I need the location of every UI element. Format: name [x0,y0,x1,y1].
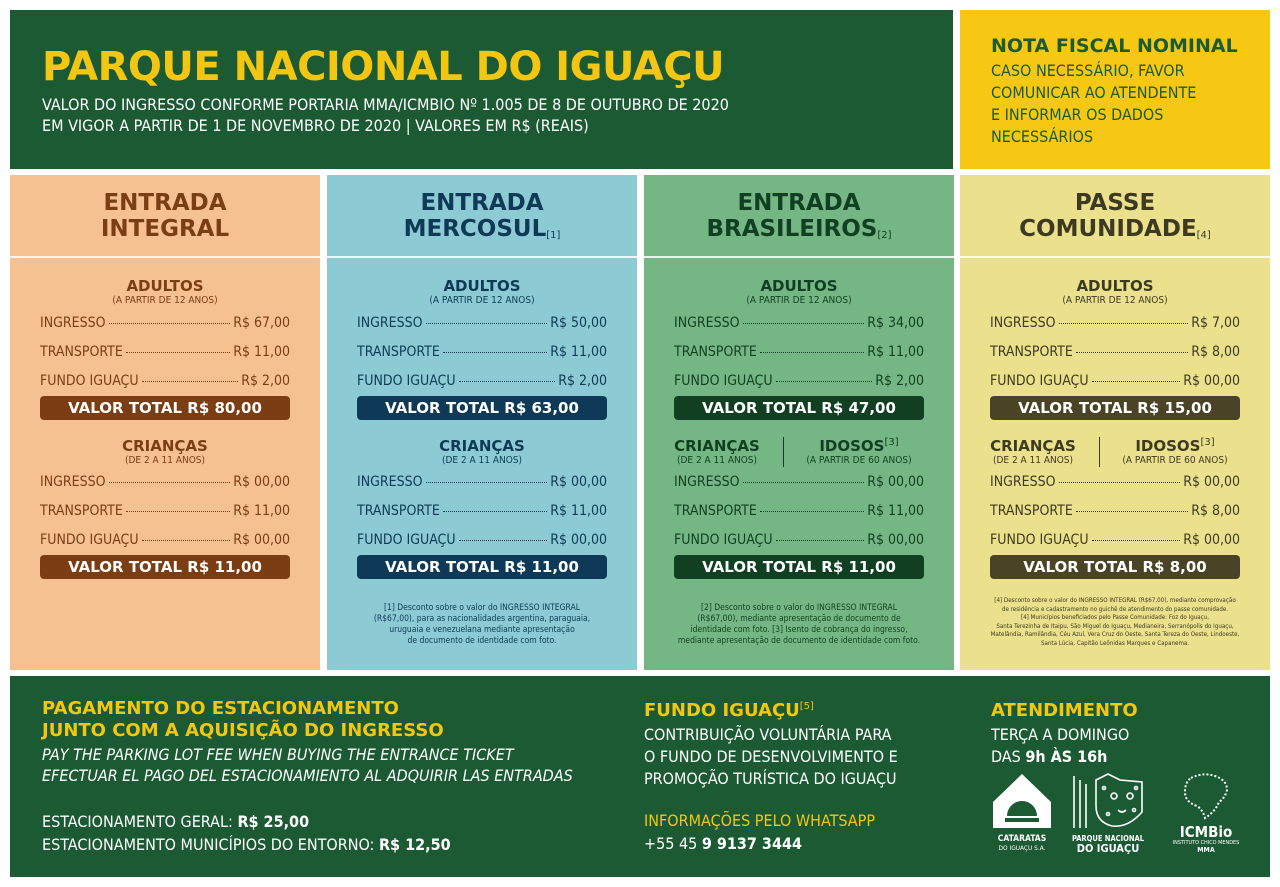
price-row [990,503,1240,519]
adultos-title: ADULTOS [760,277,838,295]
nota-line: NECESSÁRIOS [991,127,1094,146]
row-label: TRANSPORTE [40,503,123,519]
row-label: FUNDO IGUAÇU [40,373,139,389]
footnote-ref: [2] [877,230,892,241]
price-row [674,344,924,360]
idosos-title-text: IDOSOS [819,437,885,455]
parking-geral [42,810,451,833]
footnote-line: identidade com foto. [3] Isento de cobrança do ingresso, [690,625,908,635]
nota-line: CASO NECESSÁRIO, FAVOR [991,61,1185,80]
row-label: INGRESSO [990,315,1056,331]
footnote-line: [4] Municípios beneficiados pelo Passe Comunidade: Foz do Iguaçu, [1020,614,1210,622]
row-label: FUNDO IGUAÇU [674,532,773,548]
col-title-text: INTEGRAL [100,216,230,242]
row-value: R$ 00,00 [233,474,290,490]
col-header [327,175,637,258]
total-badge-criancas: VALOR TOTAL R$ 11,00 [357,555,607,579]
price-row [357,474,607,490]
jaguar-logo-icon [1068,770,1148,830]
parking-es: EFECTUAR EL PAGO DEL ESTACIONAMIENTO AL ADQUIRIR LAS ENTRADAS [42,766,573,785]
row-value: R$ 11,00 [550,503,607,519]
logo-icmbio [1166,772,1246,862]
cataratas-text: CATARATAS [997,834,1047,844]
parking-translations [42,744,573,786]
price-row [40,474,290,490]
row-label: INGRESSO [40,315,106,331]
footnote-line: [2] Desconto sobre o valor do INGRESSO INTEGRAL [701,603,897,613]
col-title-text: MERCOSUL [403,216,547,242]
row-label: TRANSPORTE [674,503,757,519]
parking-title-line: JUNTO COM A AQUISIÇÃO DO INGRESSO [42,720,444,741]
price-row [674,474,924,490]
row-label: TRANSPORTE [357,503,440,519]
total-badge-criancas: VALOR TOTAL R$ 11,00 [40,555,290,579]
row-value: R$ 00,00 [867,474,924,490]
parking-title-line: PAGAMENTO DO ESTACIONAMENTO [42,698,399,719]
nota-fiscal-panel [960,10,1270,169]
adultos-subtitle: (A PARTIR DE 12 ANOS) [112,295,218,306]
row-value: R$ 2,00 [241,373,290,389]
icmbio-text: ICMBio [1179,823,1233,841]
criancas-title: CRIANÇAS [674,437,760,455]
header-line-1: VALOR DO INGRESSO CONFORME PORTARIA MMA/ICMBIO Nº 1.005 DE 8 DE OUTUBRO DE 2020 [42,95,729,114]
footnote-line: Matelândia, Ramilândia, Céu Azul, Vera Cruz do Oeste, Santa Tereza do Oeste, Lindoeste, [990,631,1240,639]
col-header [644,175,954,258]
footnote-line: [1] Desconto sobre o valor do INGRESSO INTEGRAL [384,603,580,613]
price-row [357,315,607,331]
phone-number: 9 9137 3444 [701,834,802,853]
row-value: R$ 34,00 [867,315,924,331]
parking-municipios [42,833,451,856]
criancas-subtitle: (DE 2 A 11 ANOS) [124,455,206,466]
row-value: R$ 2,00 [558,373,607,389]
row-label: FUNDO IGUAÇU [357,532,456,548]
atendimento-hours [991,746,1129,768]
header-line-2: EM VIGOR A PARTIR DE 1 DE NOVEMBRO DE 2020 | VALORES EM R$ (REAIS) [42,116,589,135]
col-header [960,175,1270,258]
price-row [674,503,924,519]
fundo-line: PROMOÇÃO TURÍSTICA DO IGUAÇU [644,769,897,788]
total-badge-adultos: VALOR TOTAL R$ 15,00 [990,396,1240,420]
fundo-title-text: FUNDO IGUAÇU [644,700,800,721]
price-row [40,532,290,548]
criancas-title: CRIANÇAS [990,437,1076,455]
footnote [968,597,1262,649]
footnote-line: (R$67,00), mediante apresentação de documento de [697,614,901,624]
row-label: TRANSPORTE [40,344,123,360]
criancas-subtitle: (DE 2 A 11 ANOS) [992,455,1074,466]
row-label: INGRESSO [357,474,423,490]
logo-cataratas [990,772,1054,856]
atendimento-text [991,724,1129,768]
idosos-title [1110,437,1240,455]
row-value: R$ 8,00 [1191,503,1240,519]
row-value: R$ 2,00 [875,373,924,389]
adultos-subtitle: (A PARTIR DE 12 ANOS) [429,295,535,306]
footnote-line: de documento de identidade com foto. [407,636,557,646]
parking-en: PAY THE PARKING LOT FEE WHEN BUYING THE ENTRANCE TICKET [42,745,514,764]
row-label: TRANSPORTE [674,344,757,360]
row-label: FUNDO IGUAÇU [40,532,139,548]
row-value: R$ 00,00 [1183,373,1240,389]
fundo-title [644,700,814,721]
atendimento-days: TERÇA A DOMINGO [991,725,1130,744]
col-title-text: COMUNIDADE [1019,216,1197,242]
price-row [357,503,607,519]
col-title-2 [960,216,1270,242]
col-passe-comunidade [960,175,1270,670]
criancas-subtitle: (DE 2 A 11 ANOS) [676,455,758,466]
criancas-subtitle: (DE 2 A 11 ANOS) [441,455,523,466]
page-title: PARQUE NACIONAL DO IGUAÇU [42,44,725,90]
footnote-line: de residência e cadastramento no guichê de atendimento do passe comunidade. [1001,605,1229,613]
row-value: R$ 11,00 [233,344,290,360]
idosos-subtitle: (A PARTIR DE 60 ANOS) [806,455,912,466]
idosos-title [794,437,924,455]
row-label: FUNDO IGUAÇU [990,373,1089,389]
fundo-line: CONTRIBUIÇÃO VOLUNTÁRIA PARA [644,725,892,744]
col-title-1: PASSE [1074,190,1156,216]
footer-panel [10,676,1270,877]
row-label: INGRESSO [40,474,106,490]
price-row [674,373,924,389]
row-label: TRANSPORTE [990,344,1073,360]
row-value: R$ 00,00 [550,532,607,548]
row-value: R$ 67,00 [233,315,290,331]
price-row [990,532,1240,548]
icmbio-subtext: INSTITUTO CHICO MENDES [1172,840,1240,846]
footnote-line: (R$67,00), para as nacionalidades argentina, paraguaia, [373,614,591,624]
price-row [674,315,924,331]
row-value: R$ 11,00 [867,503,924,519]
price-row [40,503,290,519]
row-label: TRANSPORTE [357,344,440,360]
row-value: R$ 11,00 [550,344,607,360]
col-header [10,175,320,258]
nota-line: COMUNICAR AO ATENDENTE [991,83,1197,102]
total-badge-criancas: VALOR TOTAL R$ 11,00 [674,555,924,579]
nota-title: NOTA FISCAL NOMINAL [991,35,1238,57]
col-title-text: BRASILEIROS [706,216,878,242]
col-entrada-mercosul [327,175,637,670]
mma-text: MMA [1197,846,1215,854]
footnote-ref: [1] [546,230,561,241]
price-row [990,373,1240,389]
row-value: R$ 00,00 [550,474,607,490]
col-entrada-brasileiros [644,175,954,670]
col-title-1: ENTRADA [103,190,227,216]
price-row [674,532,924,548]
col-title-2 [644,216,954,242]
phone-prefix: +55 45 [644,834,702,853]
row-value: R$ 00,00 [1183,532,1240,548]
adultos-title: ADULTOS [1076,277,1154,295]
divider [783,437,784,467]
footnote-ref: [3] [1200,437,1215,448]
footnote-line: [4] Desconto sobre o valor do INGRESSO INTEGRAL (R$67,00), mediante comprovação [994,597,1236,604]
footnote-line: mediante apresentação de documento de identidade com foto. [677,636,921,646]
parking-geral-value: R$ 25,00 [237,812,310,831]
nota-text [991,60,1196,148]
row-label: FUNDO IGUAÇU [357,373,456,389]
adultos-subtitle: (A PARTIR DE 12 ANOS) [746,295,852,306]
row-label: INGRESSO [674,474,740,490]
pn-text: PARQUE NACIONAL [1071,834,1145,843]
cataratas-subtext: DO IGUAÇU S.A. [998,844,1046,852]
header-subtitle [42,94,729,136]
idosos-title-text: IDOSOS [1135,437,1201,455]
fundo-text [644,724,898,790]
adultos-subtitle: (A PARTIR DE 12 ANOS) [1062,295,1168,306]
footnote-ref: [5] [799,701,814,712]
parking-prices [42,810,451,856]
whatsapp-label: INFORMAÇÕES PELO WHATSAPP [644,811,875,830]
adultos-title: ADULTOS [443,277,521,295]
row-label: FUNDO IGUAÇU [674,373,773,389]
footnote-ref: [3] [884,437,899,448]
hours-value: 9h ÀS 16h [1025,747,1108,766]
total-badge-adultos: VALOR TOTAL R$ 47,00 [674,396,924,420]
row-value: R$ 00,00 [1183,474,1240,490]
pn-subtext: DO IGUAÇU [1076,842,1140,855]
nota-line: E INFORMAR OS DADOS [991,105,1164,124]
fundo-line: O FUNDO DE DESENVOLVIMENTO E [644,747,898,766]
row-value: R$ 00,00 [867,532,924,548]
col-title-1: ENTRADA [420,190,544,216]
price-row [40,344,290,360]
hours-prefix: DAS [991,747,1026,766]
criancas-title: CRIANÇAS [122,437,208,455]
row-value: R$ 50,00 [550,315,607,331]
row-label: INGRESSO [674,315,740,331]
footnote [347,603,617,647]
col-title-2 [327,216,637,242]
cataratas-logo-icon [991,772,1053,830]
adultos-title: ADULTOS [126,277,204,295]
brazil-map-icon [1181,772,1231,820]
total-badge-adultos: VALOR TOTAL R$ 63,00 [357,396,607,420]
price-row [357,373,607,389]
idosos-subtitle: (A PARTIR DE 60 ANOS) [1122,455,1228,466]
price-row [40,373,290,389]
row-label: FUNDO IGUAÇU [990,532,1089,548]
price-row [990,315,1240,331]
row-value: R$ 00,00 [233,532,290,548]
footnote-ref: [4] [1196,230,1211,241]
row-value: R$ 8,00 [1191,344,1240,360]
row-label: INGRESSO [357,315,423,331]
footnote-line: uruguaia e venezuelana mediante apresentação [389,625,575,635]
col-entrada-integral [10,175,320,670]
price-row [990,474,1240,490]
row-label: TRANSPORTE [990,503,1073,519]
atendimento-title: ATENDIMENTO [991,700,1138,721]
total-badge-criancas: VALOR TOTAL R$ 8,00 [990,555,1240,579]
parking-title [42,698,444,742]
footnote-line: Santa Terezinha de Itaipu, São Miguel do Iguaçu, Medianeira, Serranópolis do Iguaçu, [996,622,1234,630]
col-title-1: ENTRADA [737,190,861,216]
row-value: R$ 11,00 [233,503,290,519]
parking-municipios-value: R$ 12,50 [378,835,451,854]
price-row [357,344,607,360]
price-row [40,315,290,331]
price-row [357,532,607,548]
criancas-title: CRIANÇAS [439,437,525,455]
col-title-2 [10,216,320,242]
footnote [658,603,940,647]
row-value: R$ 11,00 [867,344,924,360]
parking-geral-label: ESTACIONAMENTO GERAL: [42,812,238,831]
parking-municipios-label: ESTACIONAMENTO MUNICÍPIOS DO ENTORNO: [42,835,379,854]
row-value: R$ 7,00 [1191,315,1240,331]
row-label: INGRESSO [990,474,1056,490]
logo-parque-nacional [1066,770,1150,860]
footnote-line: Santa Lúcia, Capitão Leônidas Marques e Capanema. [1040,639,1190,647]
header-panel [10,10,953,169]
whatsapp-phone[interactable] [644,833,802,854]
total-badge-adultos: VALOR TOTAL R$ 80,00 [40,396,290,420]
divider [1099,437,1100,467]
price-row [990,344,1240,360]
